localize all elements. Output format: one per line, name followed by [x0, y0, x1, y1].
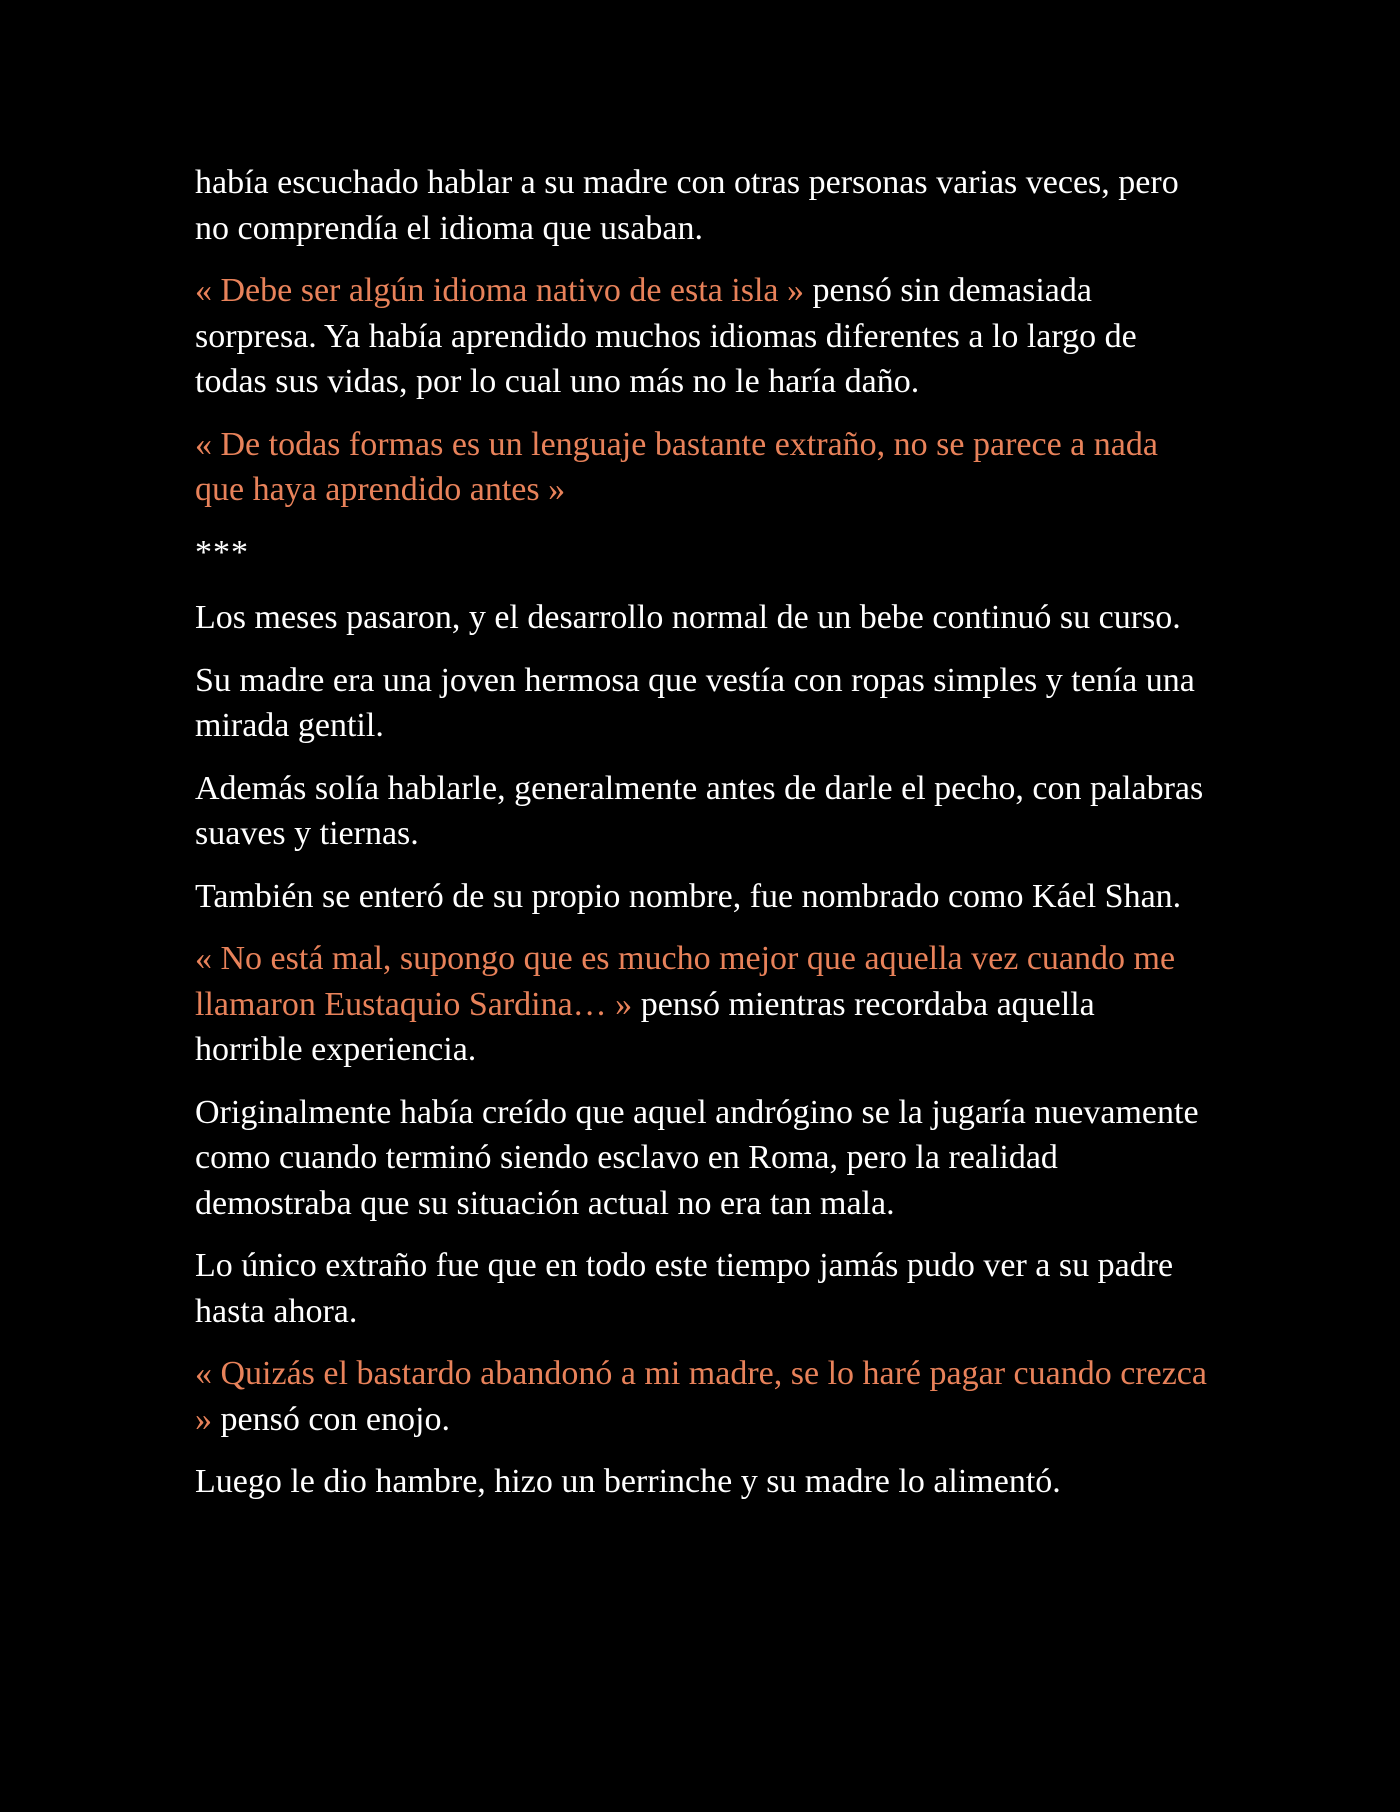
- paragraph: [195, 1459, 1210, 1505]
- paragraph: [195, 658, 1210, 749]
- paragraph: [195, 422, 1210, 513]
- paragraph: [195, 1243, 1210, 1334]
- paragraph: [195, 936, 1210, 1073]
- paragraph: [195, 874, 1210, 920]
- narration-text: pensó mientras recordaba aquella horrible experiencia.: [195, 985, 1095, 1068]
- paragraph: [195, 766, 1210, 857]
- thought-text: « De todas formas es un lenguaje bastante extraño, no se parece a nada que haya aprendido antes »: [195, 425, 1158, 508]
- narration-text: Originalmente había creído que aquel andrógino se la jugaría nuevamente como cuando terminó siendo esclavo en Roma, pero la realidad demostraba que su situación actual no era tan mala.: [195, 1093, 1199, 1222]
- thought-text: « No está mal, supongo que es mucho mejor que aquella vez cuando me llamaron Eustaquio Sardina… »: [195, 940, 1176, 1023]
- paragraph: [195, 1351, 1210, 1442]
- document-page: [195, 160, 1210, 1522]
- separator-text: ***: [195, 533, 249, 571]
- narration-text: había escuchado hablar a su madre con otras personas varias veces, pero no comprendía el idioma que usaban.: [195, 164, 1179, 247]
- thought-text: « Debe ser algún idioma nativo de esta isla »: [195, 272, 804, 309]
- narration-text: Su madre era una joven hermosa que vestía con ropas simples y tenía una mirada gentil.: [195, 661, 1195, 744]
- narration-text: pensó sin demasiada sorpresa. Ya había aprendido muchos idiomas diferentes a lo largo de todas sus vidas, por lo cual uno más no le haría daño.: [195, 272, 1137, 400]
- narration-text: pensó con enojo.: [212, 1400, 450, 1438]
- paragraph: [195, 160, 1210, 251]
- scene-separator: [195, 530, 1210, 576]
- narration-text: Lo único extraño fue que en todo este tiempo jamás pudo ver a su padre hasta ahora.: [195, 1247, 1174, 1330]
- paragraph: [195, 595, 1210, 641]
- paragraph: [195, 1090, 1210, 1227]
- narration-text: Los meses pasaron, y el desarrollo normal de un bebe continuó su curso.: [195, 599, 1181, 636]
- narration-text: Además solía hablarle, generalmente antes de darle el pecho, con palabras suaves y tiernas.: [195, 769, 1204, 852]
- paragraph: [195, 268, 1210, 405]
- narration-text: Luego le dio hambre, hizo un berrinche y su madre lo alimentó.: [195, 1463, 1061, 1500]
- thought-text: « Quizás el bastardo abandonó a mi madre, se lo haré pagar cuando crezca »: [195, 1355, 1207, 1438]
- narration-text: También se enteró de su propio nombre, fue nombrado como Káel Shan.: [195, 877, 1182, 915]
